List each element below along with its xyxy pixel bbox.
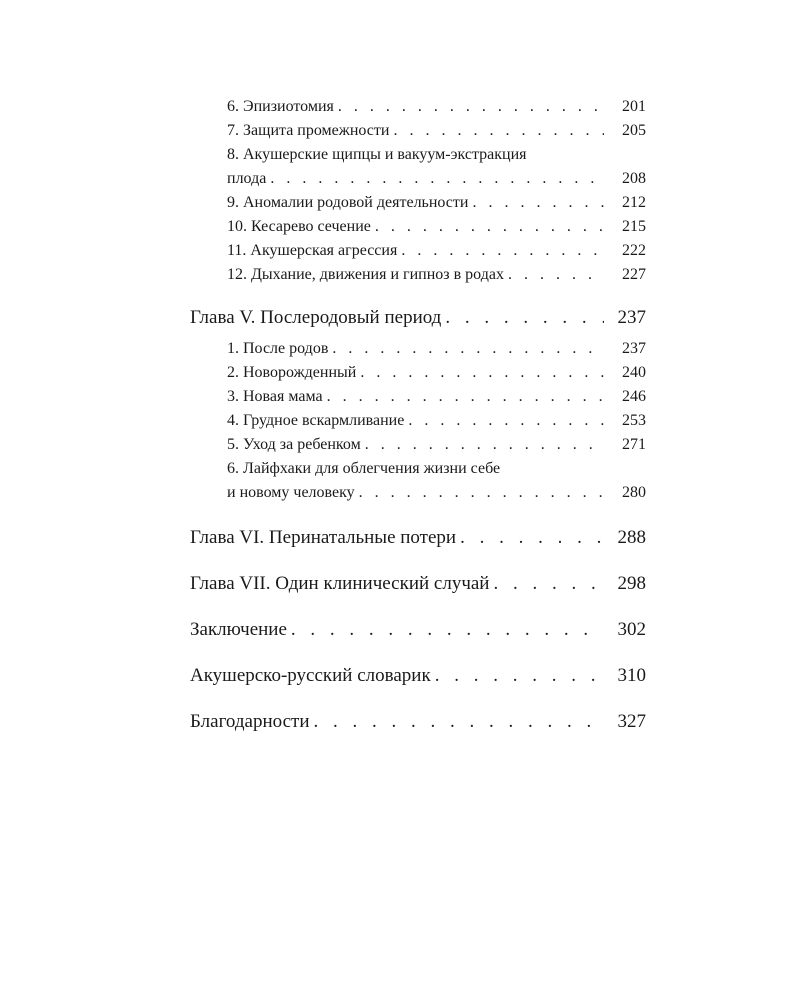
toc-conclusion[interactable]: [190, 617, 646, 643]
toc-entry[interactable]: [190, 239, 646, 263]
toc-entry[interactable]: [190, 361, 646, 385]
toc-entry-page: 227: [622, 266, 646, 283]
dot-leader: [332, 337, 604, 361]
toc-entry-title: 1. После родов: [227, 340, 329, 357]
toc-entry-page: 246: [622, 388, 646, 405]
dot-leader: [508, 263, 604, 287]
toc-chapter-title: Благодарности: [190, 711, 310, 732]
toc-chapter-6[interactable]: [190, 525, 646, 551]
toc-entry[interactable]: [190, 119, 646, 143]
toc-chapter-page: 288: [617, 527, 646, 548]
toc-entry[interactable]: [190, 433, 646, 457]
toc-chapter-page: 298: [617, 573, 646, 594]
dot-leader: [360, 361, 604, 385]
toc-entry-title: 11. Акушерская агрессия: [227, 242, 398, 259]
dot-leader: [327, 385, 604, 409]
toc-entry-page: 237: [622, 340, 646, 357]
toc-chapter-title: Глава VI. Перинатальные потери: [190, 527, 457, 548]
dot-leader: [291, 617, 604, 643]
toc-entry-page: 212: [622, 194, 646, 211]
toc-entry[interactable]: [190, 215, 646, 239]
toc-entry[interactable]: [190, 95, 646, 119]
toc-glossary[interactable]: [190, 663, 646, 689]
toc-entry-title-line1: 8. Акушерские щипцы и вакуум-экстракция: [227, 146, 527, 163]
table-of-contents: [190, 95, 646, 735]
toc-entry-title: плода: [227, 170, 267, 187]
toc-entry[interactable]: [190, 337, 646, 361]
dot-leader: [493, 571, 604, 597]
dot-leader: [408, 409, 604, 433]
dot-leader: [359, 481, 604, 505]
toc-chapter-page: 310: [617, 665, 646, 686]
dot-leader: [460, 525, 604, 551]
toc-entry-title: 7. Защита промежности: [227, 122, 390, 139]
toc-entry[interactable]: [190, 143, 646, 191]
toc-chapter-page: 237: [617, 307, 646, 328]
dot-leader: [314, 709, 605, 735]
toc-entry-title: 9. Аномалии родовой деятельности: [227, 194, 469, 211]
dot-leader: [375, 215, 604, 239]
toc-entry-title: 10. Кесарево сечение: [227, 218, 371, 235]
toc-entry[interactable]: [190, 385, 646, 409]
toc-acknowledgements[interactable]: [190, 709, 646, 735]
toc-entry-title-line1: 6. Лайфхаки для облегчения жизни себе: [227, 460, 501, 477]
toc-entry-page: 271: [622, 436, 646, 453]
toc-chapter-title: Глава VII. Один клинический случай: [190, 573, 490, 594]
toc-chapter-5[interactable]: [190, 305, 646, 331]
toc-entry-page: 201: [622, 98, 646, 115]
toc-entry-title: 2. Новорожденный: [227, 364, 357, 381]
dot-leader: [401, 239, 604, 263]
dot-leader: [270, 167, 604, 191]
toc-chapter-title: Заключение: [190, 619, 287, 640]
toc-entry-title: 5. Уход за ребенком: [227, 436, 361, 453]
toc-entry-title: 12. Дыхание, движения и гипноз в родах: [227, 266, 504, 283]
toc-entry[interactable]: [190, 409, 646, 433]
toc-entry-page: 215: [622, 218, 646, 235]
dot-leader: [445, 305, 604, 331]
toc-entry-page: 208: [622, 170, 646, 187]
dot-leader: [338, 95, 604, 119]
toc-entry-title: 4. Грудное вскармливание: [227, 412, 405, 429]
toc-entry[interactable]: [190, 263, 646, 287]
toc-entry[interactable]: [190, 191, 646, 215]
toc-entry-page: 253: [622, 412, 646, 429]
toc-entry-title: 3. Новая мама: [227, 388, 323, 405]
toc-chapter-page: 327: [617, 711, 646, 732]
dot-leader: [472, 191, 604, 215]
toc-entry-page: 280: [622, 484, 646, 501]
toc-entry-title: 6. Эпизиотомия: [227, 98, 334, 115]
toc-chapter-title: Акушерско-русский словарик: [190, 665, 431, 686]
dot-leader: [393, 119, 604, 143]
dot-leader: [365, 433, 604, 457]
toc-chapter-page: 302: [617, 619, 646, 640]
toc-chapter-title: Глава V. Послеродовый период: [190, 307, 442, 328]
dot-leader: [435, 663, 604, 689]
toc-entry-page: 222: [622, 242, 646, 259]
toc-entry-title: и новому человеку: [227, 484, 355, 501]
toc-entry-page: 240: [622, 364, 646, 381]
toc-entry[interactable]: [190, 457, 646, 505]
toc-chapter-7[interactable]: [190, 571, 646, 597]
toc-entry-page: 205: [622, 122, 646, 139]
